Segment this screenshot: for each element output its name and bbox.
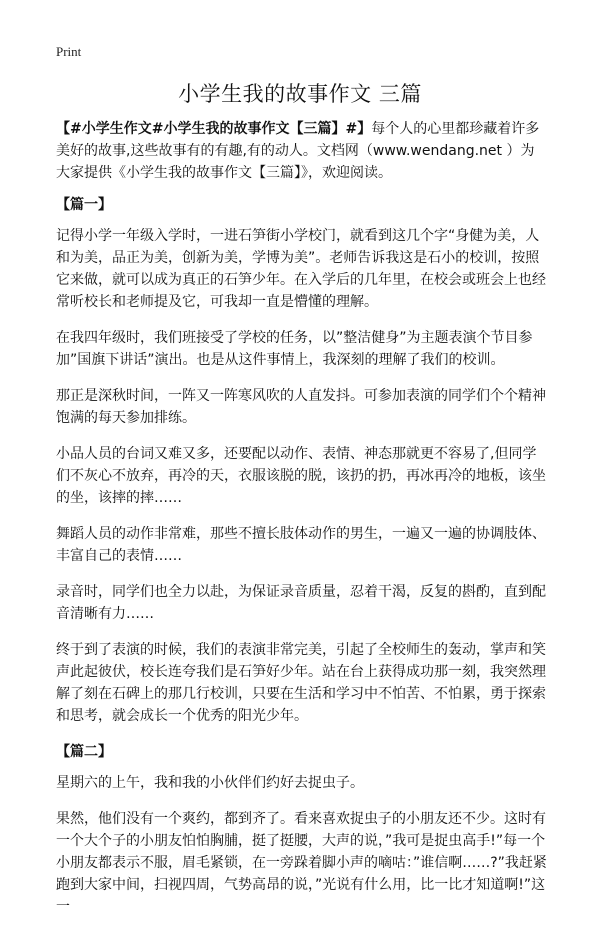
paragraph: 果然，他们没有一个爽约，都到齐了。看来喜欢捉虫子的小朋友还不少。这时有一个大个子的小朋友怕怕胸脯，挺了挺腰，大声的说，”我可是捉虫高手!”每一个小朋友都表示不服，眉毛紧锁，在一旁跺着脚小声的嘀咕：”谁信啊……?”我赶紧跑到大家中间，扫视四周，气势高昂的说，”光说有什么用，比一比才知道啊!”这一: [56, 811, 547, 915]
print-link[interactable]: Print: [56, 44, 82, 59]
intro-text: 每个人的心里都珍藏着许多美好的故事,这些故事有的有趣,有的动人。文档网（www.wendang.net ）为大家提供《小学生我的故事作文【三篇】》，欢迎阅读。: [56, 121, 540, 181]
paragraph: 在我四年级时，我们班接受了学校的任务，以”整洁健身”为主题表演个节目参加”国旗下讲话”演出。也是从这件事情上，我深刻的理解了我们的校训。: [56, 330, 533, 368]
paragraph: 星期六的上午，我和我的小伙伴们约好去捉虫子。: [56, 775, 364, 791]
paragraph: 记得小学一年级入学时，一进石笋街小学校门，就看到这几个字“身健为美，人和为美，品正为美，创新为美，学博为美”。老师告诉我这是石小的校训，按照它来做，就可以成为真正的石笋少年。在入学后的几年里，在校会或班会上也经常听校长和老师提及它，可我却一直是懵懂的理解。: [56, 228, 546, 310]
intro-tag-line: 【#小学生作文#小学生我的故事作文【三篇】#】: [56, 121, 372, 137]
paragraph: 那正是深秋时间，一阵又一阵寒风吹的人直发抖。可参加表演的同学们个个精神饱满的每天参加排练。: [56, 388, 546, 426]
paragraph: 小品人员的台词又难又多，还要配以动作、表情、神态那就更不容易了,但同学们不灰心不放弃，再冷的天，衣服该脱的脱，该扔的扔，再冰再冷的地板，该坐的坐，该摔的摔……: [56, 446, 546, 506]
section-heading-1: 【篇一】: [56, 197, 112, 213]
paragraph: 舞蹈人员的动作非常难，那些不擅长肢体动作的男生，一遍又一遍的协调肢体、丰富自己的表情……: [56, 526, 546, 564]
article-body: [56, 118, 548, 932]
paragraph: 终于到了表演的时候，我们的表演非常完美，引起了全校师生的轰动，掌声和笑声此起彼伏，校长连夸我们是石笋好少年。站在台上获得成功那一刻，我突然理解了刻在石碑上的那几行校训，只要在生活和学习中不怕苦、不怕累，勇于探索和思考，就会成长一个优秀的阳光少年。: [56, 642, 546, 724]
paragraph: 录音时，同学们也全力以赴，为保证录音质量，忍着干渴，反复的斟酌，直到配音清晰有力……: [56, 584, 546, 622]
section-heading-2: 【篇二】: [56, 744, 112, 760]
intro-paragraph: [56, 118, 548, 184]
document-title: 小学生我的故事作文 三篇: [178, 82, 422, 106]
